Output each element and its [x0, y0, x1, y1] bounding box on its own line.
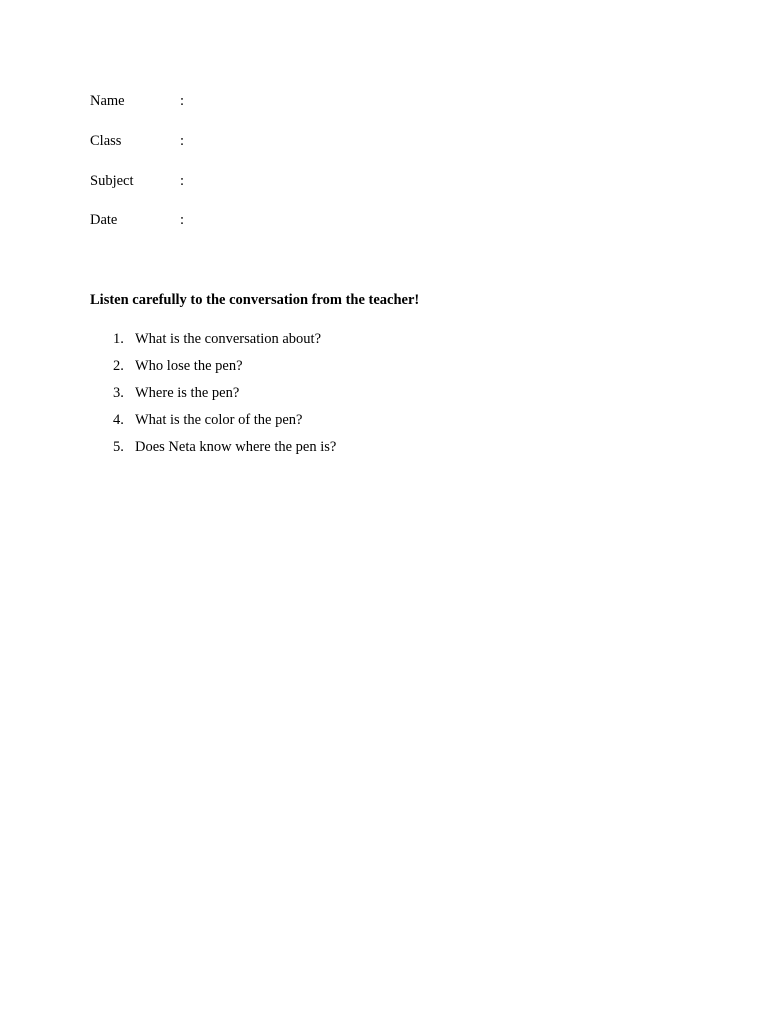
- question-text: What is the conversation about?: [135, 331, 322, 347]
- question-number: 5.: [113, 439, 124, 455]
- instruction-heading: Listen carefully to the conversation from the teacher!: [90, 292, 420, 308]
- field-label: Name: [90, 93, 125, 109]
- question-number: 1.: [113, 331, 124, 347]
- question-number: 3.: [113, 385, 124, 401]
- question-number: 4.: [113, 412, 124, 428]
- question-number: 2.: [113, 358, 124, 374]
- question-text: Who lose the pen?: [135, 358, 243, 374]
- field-label: Class: [90, 133, 122, 149]
- question-text: Where is the pen?: [135, 385, 240, 401]
- field-separator: :: [180, 212, 185, 228]
- question-text: Does Neta know where the pen is?: [135, 439, 337, 455]
- question-text: What is the color of the pen?: [135, 412, 303, 428]
- field-label: Date: [90, 212, 118, 228]
- field-separator: :: [180, 93, 185, 109]
- field-separator: :: [180, 133, 185, 149]
- field-separator: :: [180, 173, 185, 189]
- field-label: Subject: [90, 173, 134, 189]
